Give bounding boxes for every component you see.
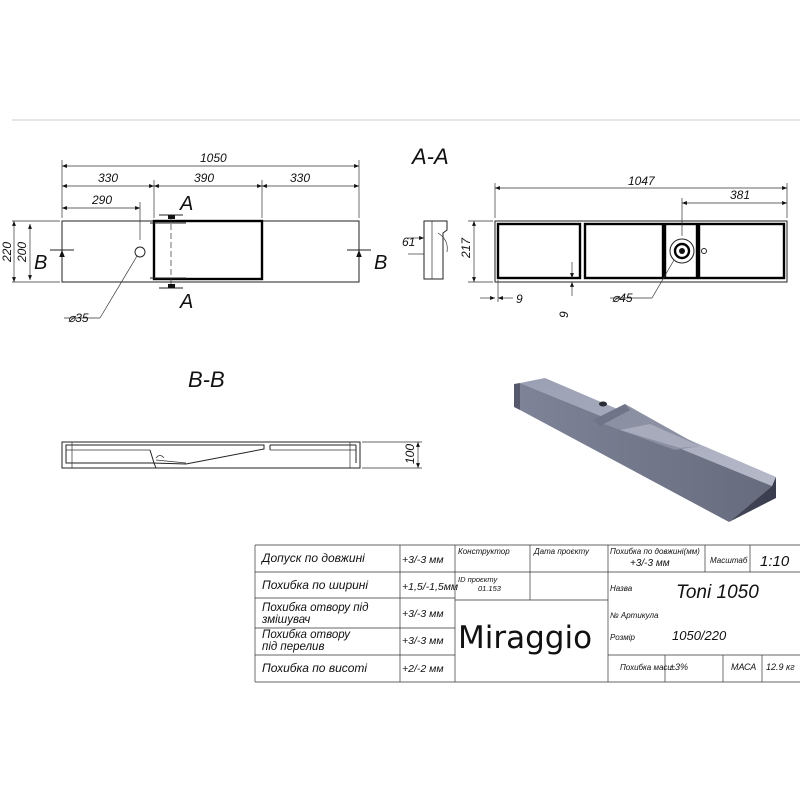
dim-side-height: 61 [402,235,416,249]
article-label: № Артикула [610,611,659,620]
product-name: Toni 1050 [676,582,759,603]
drain-center-icon [679,248,685,254]
dim-drain-diameter: ⌀45 [612,291,633,305]
dim-overall-length: 1050 [200,151,227,165]
tol-mixer-value: +3/-3 мм [402,608,444,620]
project-id-label: ID проєкту [458,575,498,584]
section-view-bb [62,367,422,468]
dim-outer-height: 220 [0,241,14,262]
section-bb-title: B-B [188,367,225,392]
dim-hole-offset: 290 [92,193,113,207]
side-view [402,221,447,279]
name-label: Назва [610,584,633,593]
length-tol-label: Похибка по довжині(мм) [610,547,700,556]
tol-length-value: +3/-3 мм [402,554,444,566]
scale-value: 1:10 [760,553,790,570]
tol-mixer-label: Похибка отвору під змішувач [262,602,369,626]
dim-bottom-gap: 9 [557,311,571,318]
mass-tol-value: ±3% [670,662,688,672]
bb-outline [62,442,360,468]
scale-label: Масштаб [710,556,748,565]
project-id: 01.153 [478,584,501,593]
dim-right-part: 381 [730,188,751,202]
project-date-label: Дата проєкту [534,547,589,556]
title-block [255,545,800,682]
overflow-hole-icon [702,249,707,254]
dim-left-segment: 330 [98,171,119,185]
tol-overflow-label: Похибка отвору під перелив [262,629,350,653]
section-outline [495,221,787,282]
mass-value: 12.9 кг [766,662,795,672]
constructor-label: Конструктор [458,547,510,556]
mass-label: МАСА [731,662,757,672]
section-b-right-label: B [374,252,388,274]
section-aa-title: A-A [412,144,449,169]
size-label: Розмір [610,633,635,642]
tol-width-value: +1,5/-1,5мм [402,581,459,593]
product-3d-render [514,378,776,522]
dim-bb-height: 100 [403,443,417,464]
dim-right-segment: 330 [290,171,311,185]
section-view-aa [410,144,787,318]
dim-section-length: 1047 [628,174,655,188]
dim-mixer-hole-diameter: ⌀35 [68,311,89,325]
tol-height-label: Похибка по висоті [262,661,368,675]
length-tol-value: +3/-3 мм [630,558,670,569]
bowl-outline [154,221,262,279]
mixer-hole-icon [135,247,145,257]
tol-length-label: Допуск по довжині [262,551,365,565]
section-a-top-label: A [180,193,194,215]
brand-logo: Miraggio [458,620,593,656]
tol-height-value: +2/-2 мм [402,663,444,675]
top-view [0,151,387,325]
section-b-left-label: B [34,252,48,274]
mass-tol-label: Похибка маси [620,663,672,672]
size-value: 1050/220 [672,628,727,643]
tol-width-label: Похибка по ширині [262,578,369,592]
dim-section-height: 217 [459,237,473,258]
dim-inner-height: 200 [15,241,29,262]
section-a-bottom-label: A [180,291,194,313]
tol-overflow-value: +3/-3 мм [402,635,444,647]
dim-middle-segment: 390 [194,171,215,185]
basin-outline [62,221,359,282]
dim-left-gap: 9 [516,292,523,306]
